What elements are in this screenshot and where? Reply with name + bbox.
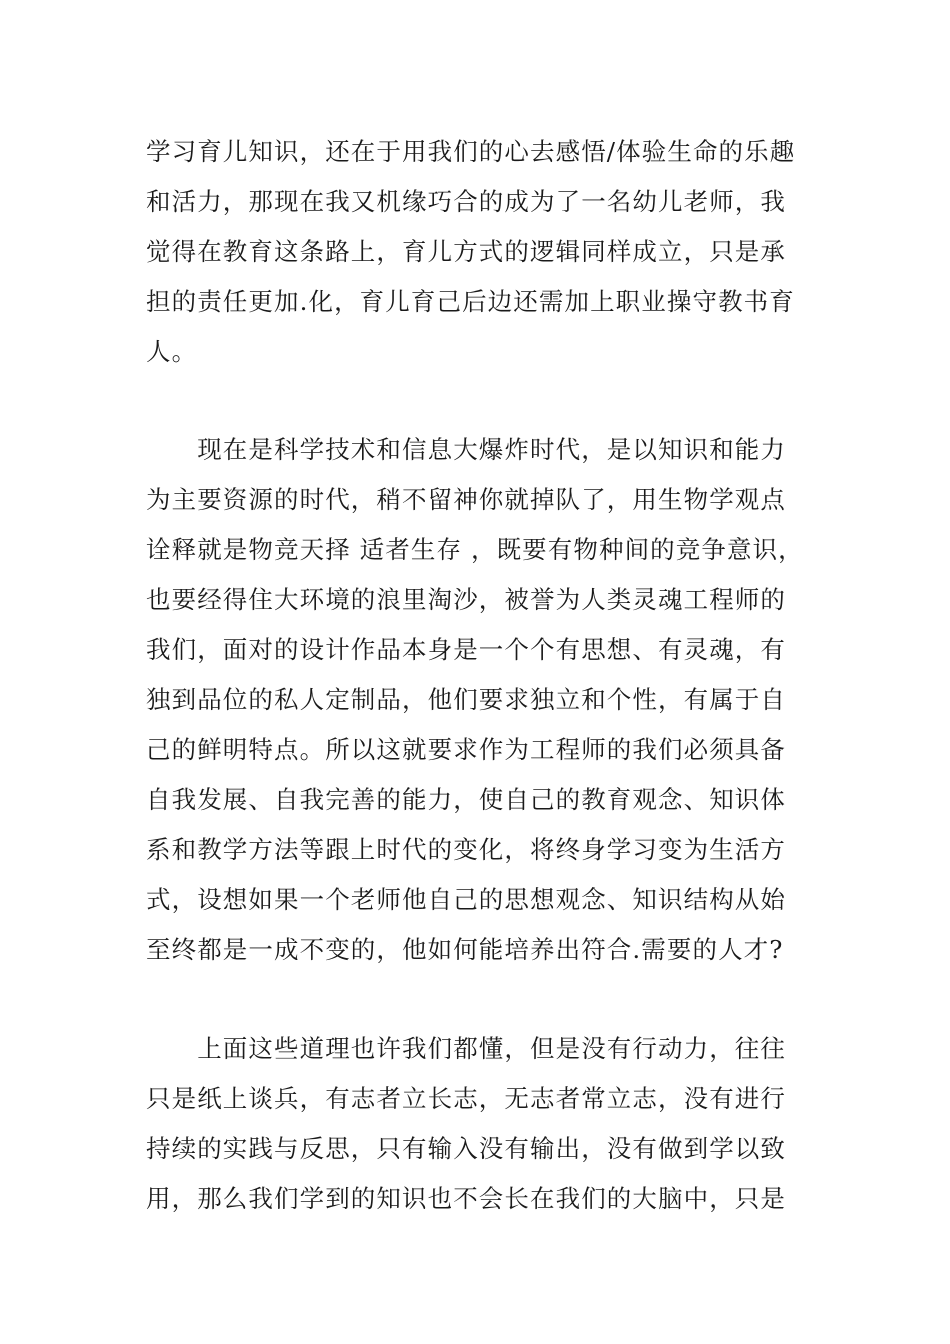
text-line: 上面这些道理也许我们都懂，但是没有行动力，往往: [146, 1034, 786, 1063]
text-line: 自我发展、自我完善的能力，使自己的教育观念、知识体: [146, 785, 786, 814]
text-line: 独到品位的私人定制品，他们要求独立和个性，有属于自: [146, 685, 786, 714]
paragraph-2: [146, 425, 816, 975]
text-line: 至终都是一成不变的，他如何能培养出符合.需要的人才?: [146, 935, 784, 964]
text-line: 诠释就是物竞天择 适者生存 ，既要有物种间的竞争意识，: [146, 535, 804, 564]
paragraph-3: [146, 1024, 816, 1224]
text-line: 式，设想如果一个老师他自己的思想观念、知识结构从始: [146, 885, 786, 914]
text-line: 学习育儿知识，还在于用我们的心去感悟/体验生命的乐趣: [146, 137, 796, 166]
text-line: 我们，面对的设计作品本身是一个个有思想、有灵魂，有: [146, 635, 786, 664]
text-line: 和活力，那现在我又机缘巧合的成为了一名幼儿老师，我: [146, 187, 786, 216]
paragraph-1: [146, 127, 816, 377]
text-line: 现在是科学技术和信息大爆炸时代，是以知识和能力: [146, 435, 786, 464]
text-line: 只是纸上谈兵，有志者立长志，无志者常立志，没有进行: [146, 1084, 786, 1113]
text-line: 用，那么我们学到的知识也不会长在我们的大脑中，只是: [146, 1184, 786, 1213]
text-line: 人。: [146, 337, 198, 366]
text-line: 持续的实践与反思，只有输入没有输出，没有做到学以致: [146, 1134, 786, 1163]
text-line: 担的责任更加.化，育儿育己后边还需加上职业操守教书育: [146, 287, 795, 316]
text-line: 系和教学方法等跟上时代的变化，将终身学习变为生活方: [146, 835, 786, 864]
text-line: 己的鲜明特点。所以这就要求作为工程师的我们必须具备: [146, 735, 786, 764]
text-line: 觉得在教育这条路上，育儿方式的逻辑同样成立，只是承: [146, 237, 786, 266]
text-line: 为主要资源的时代，稍不留神你就掉队了，用生物学观点: [146, 485, 786, 514]
text-line: 也要经得住大环境的浪里淘沙，被誉为人类灵魂工程师的: [146, 585, 786, 614]
